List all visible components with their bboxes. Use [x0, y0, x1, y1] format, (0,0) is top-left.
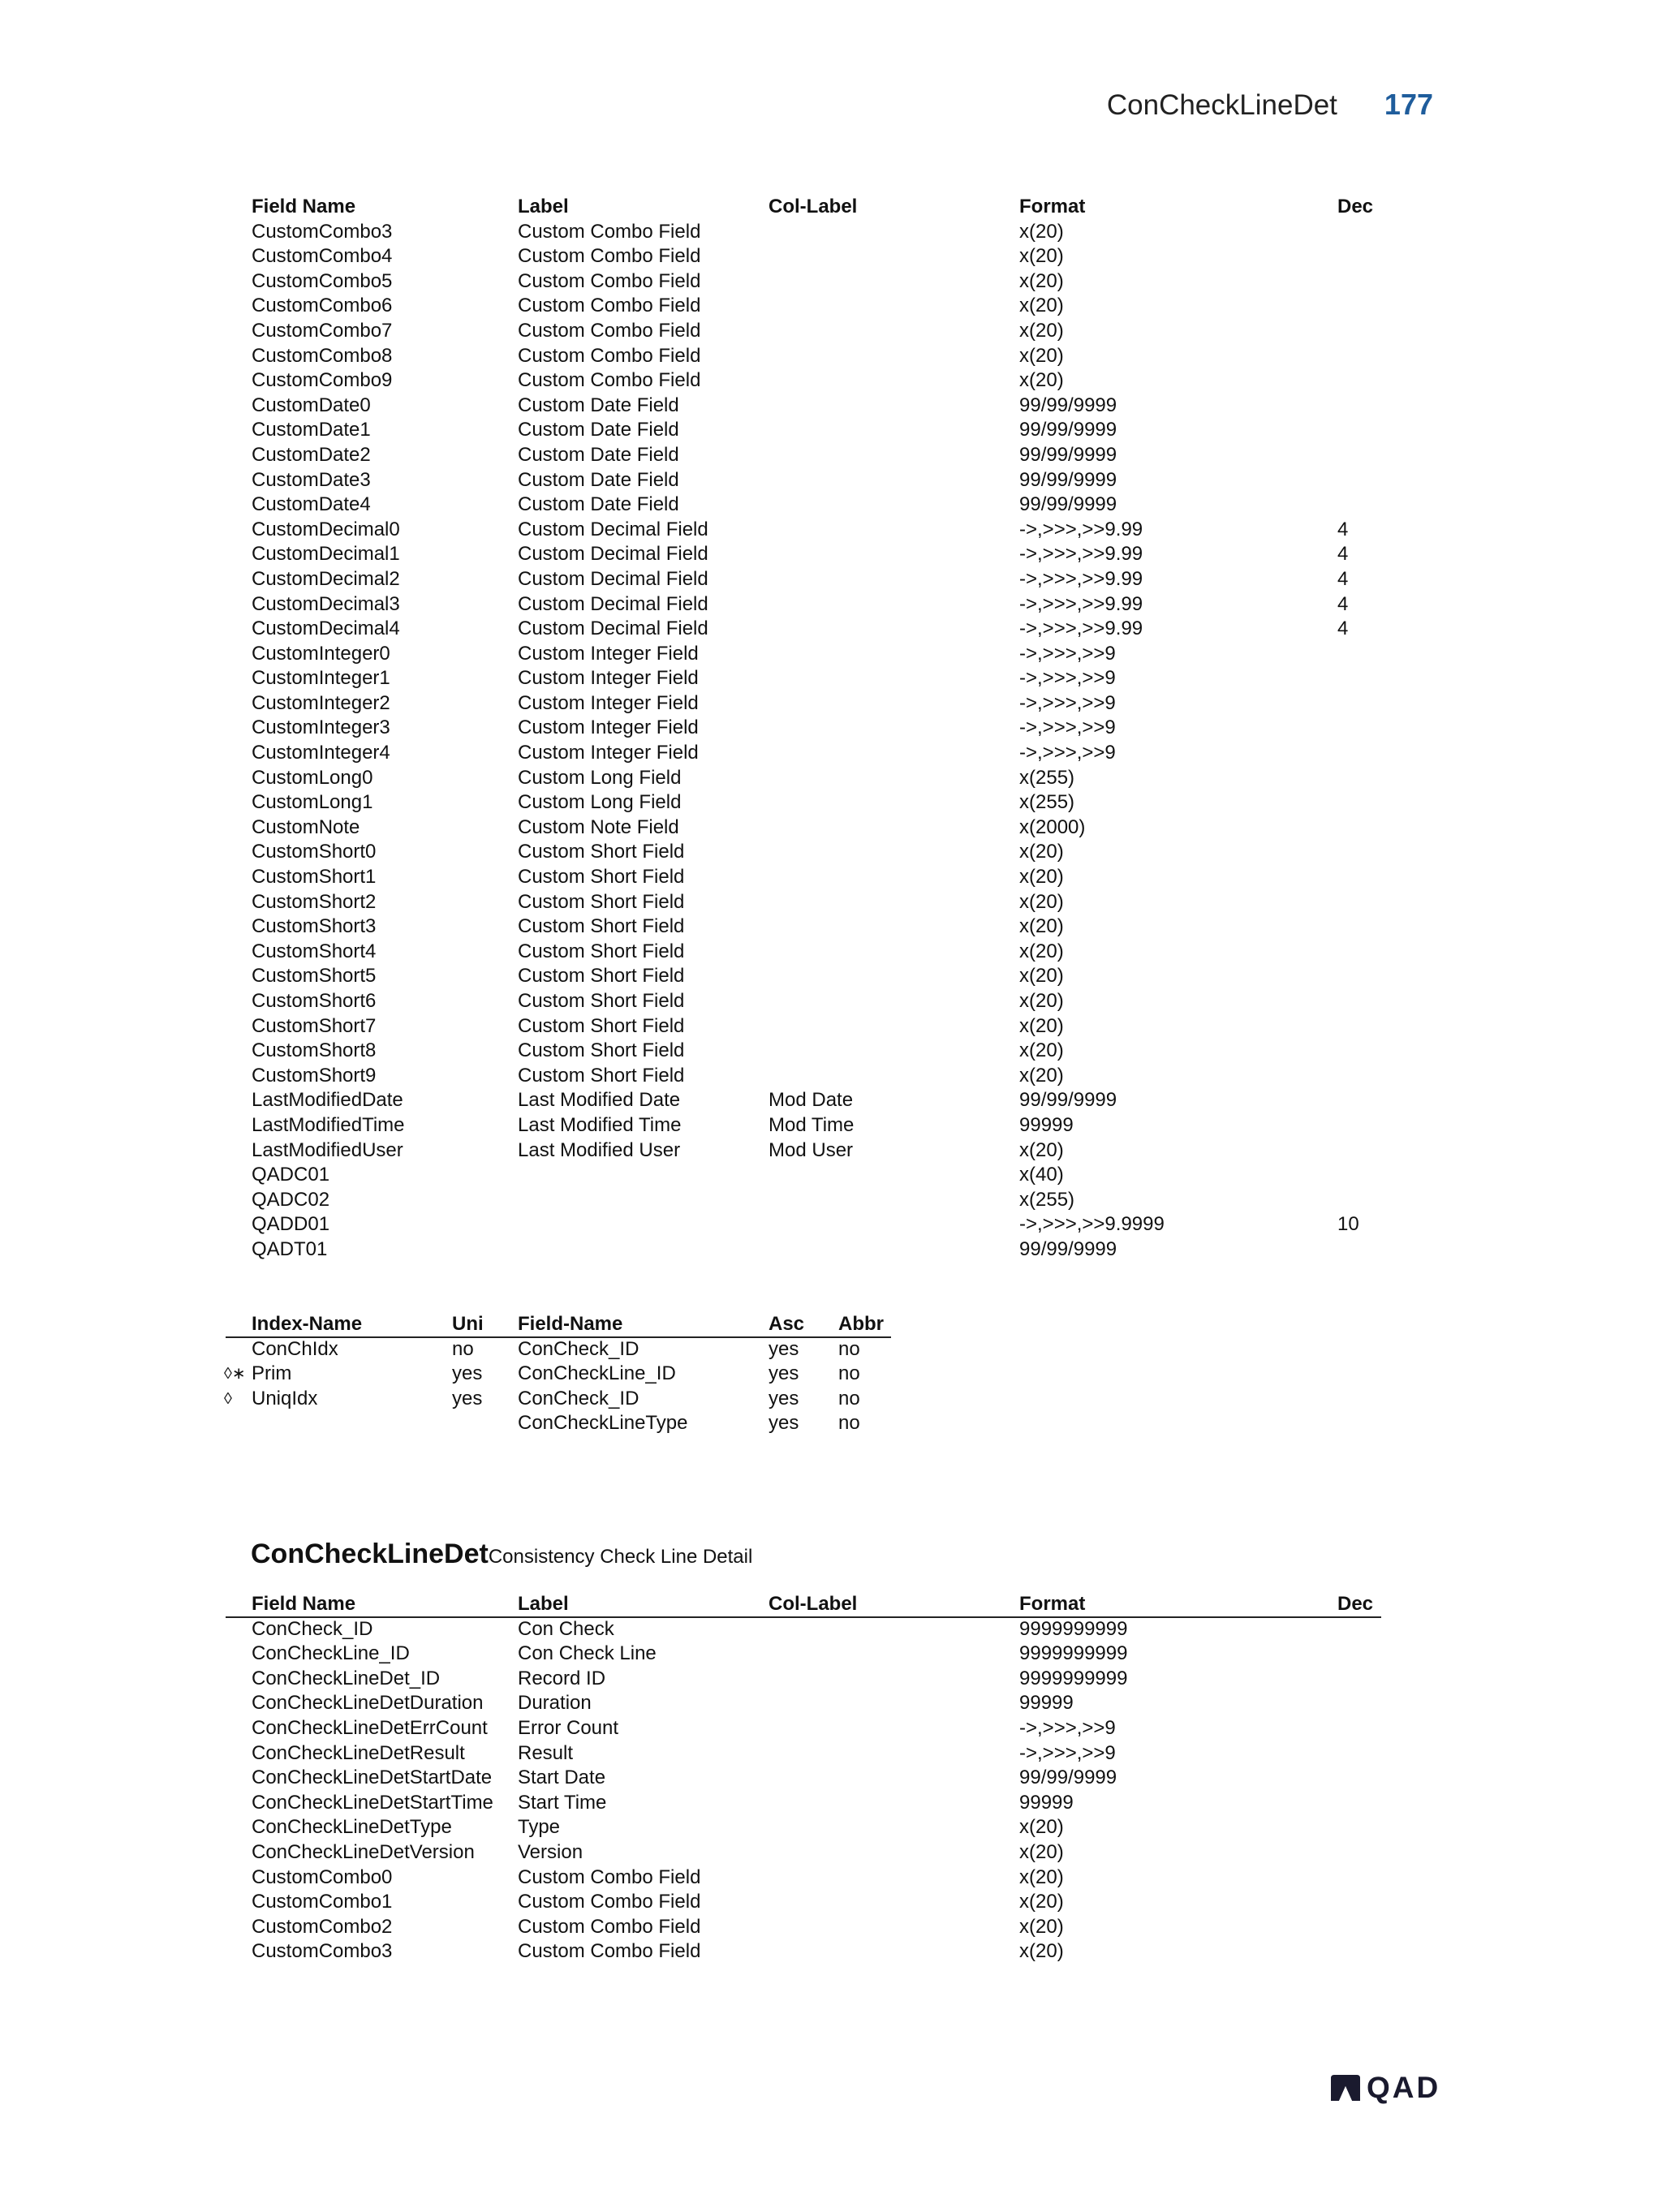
cell-dec: 4	[1337, 518, 1349, 540]
table-row	[0, 1113, 1662, 1138]
col-header-col-label: Col-Label	[769, 1593, 858, 1615]
cell-format: x(20)	[1019, 1064, 1064, 1087]
cell-format: ->,>>>,>>9.99	[1019, 518, 1143, 540]
cell-label: Start Date	[518, 1767, 606, 1789]
cell-format: 99/99/9999	[1019, 1089, 1117, 1112]
cell-field-name: CustomShort7	[252, 1014, 377, 1037]
cell-field-name: CustomCombo0	[252, 1866, 393, 1888]
table-row	[0, 1138, 1662, 1164]
cell-dec: 4	[1337, 543, 1349, 566]
cell-asc: yes	[769, 1337, 799, 1360]
cell-index-name: ConChIdx	[252, 1337, 338, 1360]
table-row	[0, 1815, 1662, 1840]
table-row	[0, 1939, 1662, 1965]
cell-field-name: CustomCombo3	[252, 1940, 393, 1963]
cell-field-name: CustomDate1	[252, 419, 371, 441]
cell-label: Custom Short Field	[518, 1039, 685, 1062]
table-row	[0, 468, 1662, 493]
cell-label: Error Count	[518, 1716, 619, 1739]
cell-label: Custom Combo Field	[518, 245, 701, 268]
cell-field-name: ConCheckLineType	[518, 1412, 688, 1435]
table-row	[0, 1212, 1662, 1237]
table-row	[0, 1766, 1662, 1791]
cell-label: Custom Decimal Field	[518, 592, 708, 615]
cell-field-name: CustomShort8	[252, 1039, 377, 1062]
cell-format: ->,>>>,>>9	[1019, 1716, 1116, 1739]
fields-table-header	[0, 195, 1662, 220]
cell-field-name: CustomCombo7	[252, 319, 393, 342]
cell-uni: yes	[452, 1387, 483, 1409]
table-row	[0, 1691, 1662, 1716]
cell-label: Custom Short Field	[518, 1014, 685, 1037]
cell-field-name: QADC02	[252, 1188, 330, 1211]
cell-label: Last Modified Date	[518, 1089, 681, 1112]
cell-format: x(20)	[1019, 915, 1064, 938]
cell-format: ->,>>>,>>9	[1019, 742, 1116, 764]
cell-format: ->,>>>,>>9	[1019, 691, 1116, 714]
cell-format: ->,>>>,>>9	[1019, 1741, 1116, 1764]
cell-field-name: CustomShort4	[252, 940, 377, 962]
cell-field-name: ConCheck_ID	[518, 1337, 639, 1360]
cell-label: Custom Combo Field	[518, 1891, 701, 1913]
cell-format: x(255)	[1019, 791, 1075, 814]
cell-format: ->,>>>,>>9	[1019, 667, 1116, 690]
page-title: ConCheckLineDet	[1106, 89, 1337, 121]
cell-field-name: CustomDecimal4	[252, 618, 400, 640]
cell-label: Start Time	[518, 1791, 607, 1814]
cell-field-name: CustomInteger2	[252, 691, 390, 714]
cell-format: x(20)	[1019, 319, 1064, 342]
col-header-dec: Dec	[1337, 196, 1374, 217]
cell-abbr: no	[838, 1387, 860, 1409]
cell-format: x(20)	[1019, 841, 1064, 863]
cell-format: x(20)	[1019, 990, 1064, 1012]
cell-field-name: CustomCombo4	[252, 245, 393, 268]
table-row	[0, 716, 1662, 741]
index-table-header	[0, 1312, 1662, 1337]
cell-index-marker: ◊∗	[224, 1365, 246, 1384]
cell-field-name: CustomShort2	[252, 890, 377, 913]
cell-label: Con Check Line	[518, 1642, 657, 1665]
cell-field-name: CustomCombo2	[252, 1915, 393, 1938]
cell-label: Version	[518, 1840, 583, 1863]
cell-dec: 4	[1337, 567, 1349, 590]
table-row	[0, 865, 1662, 890]
table-row	[0, 790, 1662, 816]
cell-format: 99/99/9999	[1019, 1237, 1117, 1260]
cell-field-name: CustomShort6	[252, 990, 377, 1012]
cell-uni: no	[452, 1337, 474, 1360]
cell-label: Last Modified Time	[518, 1113, 682, 1136]
fields-table-2	[0, 1592, 1662, 1965]
table-row	[0, 1642, 1662, 1667]
col-header-abbr: Abbr	[838, 1313, 884, 1335]
cell-format: x(20)	[1019, 295, 1064, 317]
table-row	[0, 741, 1662, 766]
col-header-index-name: Index-Name	[252, 1313, 363, 1335]
table-row	[0, 1039, 1662, 1064]
cell-index-name: Prim	[252, 1362, 292, 1385]
index-row	[0, 1387, 1662, 1412]
table-row	[0, 914, 1662, 940]
cell-field-name: LastModifiedDate	[252, 1089, 403, 1112]
cell-format: 99999	[1019, 1791, 1074, 1814]
cell-field-name: CustomCombo5	[252, 269, 393, 292]
cell-field-name: CustomCombo8	[252, 344, 393, 367]
cell-format: ->,>>>,>>9	[1019, 642, 1116, 665]
cell-col-label: Mod User	[769, 1138, 854, 1161]
cell-field-name: CustomCombo1	[252, 1891, 393, 1913]
cell-format: 9999999999	[1019, 1617, 1128, 1640]
cell-format: x(20)	[1019, 1039, 1064, 1062]
cell-index-name: UniqIdx	[252, 1387, 318, 1409]
table-row	[0, 1667, 1662, 1692]
cell-format: 9999999999	[1019, 1642, 1128, 1665]
cell-field-name: ConCheckLineDetVersion	[252, 1840, 475, 1863]
cell-field-name: CustomDate0	[252, 394, 371, 416]
cell-field-name: ConCheckLine_ID	[252, 1642, 410, 1665]
col-header-dec: Dec	[1337, 1593, 1374, 1615]
cell-label: Custom Integer Field	[518, 742, 699, 764]
table-row	[0, 1890, 1662, 1915]
cell-abbr: no	[838, 1412, 860, 1435]
cell-label: Custom Date Field	[518, 468, 679, 491]
cell-label: Custom Short Field	[518, 990, 685, 1012]
cell-label: Custom Long Field	[518, 791, 682, 814]
cell-asc: yes	[769, 1387, 799, 1409]
table-row	[0, 1064, 1662, 1089]
cell-label: Custom Combo Field	[518, 295, 701, 317]
cell-label: Custom Combo Field	[518, 319, 701, 342]
cell-field-name: CustomNote	[252, 816, 360, 838]
cell-label: Duration	[518, 1692, 592, 1715]
cell-format: x(2000)	[1019, 816, 1086, 838]
cell-col-label: Mod Date	[769, 1089, 854, 1112]
cell-format: x(20)	[1019, 866, 1064, 889]
cell-label: Custom Decimal Field	[518, 618, 708, 640]
col-header-asc: Asc	[769, 1313, 805, 1335]
cell-field-name: ConCheckLineDet_ID	[252, 1667, 441, 1689]
col-header-col-label: Col-Label	[769, 196, 858, 217]
cell-format: 99999	[1019, 1692, 1074, 1715]
cell-abbr: no	[838, 1362, 860, 1385]
cell-label: Record ID	[518, 1667, 606, 1689]
cell-label: Custom Note Field	[518, 816, 679, 838]
cell-field-name: CustomCombo3	[252, 220, 393, 243]
table-row	[0, 1915, 1662, 1940]
cell-dec: 4	[1337, 592, 1349, 615]
cell-label: Custom Date Field	[518, 419, 679, 441]
cell-label: Custom Short Field	[518, 940, 685, 962]
cell-format: x(20)	[1019, 1940, 1064, 1963]
col-header-uni: Uni	[452, 1313, 484, 1335]
cell-format: x(20)	[1019, 1915, 1064, 1938]
cell-format: 9999999999	[1019, 1667, 1128, 1689]
cell-format: ->,>>>,>>9.99	[1019, 543, 1143, 566]
cell-label: Custom Combo Field	[518, 1866, 701, 1888]
table-row	[0, 368, 1662, 394]
section-title	[251, 1539, 752, 1570]
cell-field-name: CustomDecimal1	[252, 543, 400, 566]
table-row	[0, 518, 1662, 543]
table-row	[0, 542, 1662, 567]
cell-label: Custom Combo Field	[518, 1940, 701, 1963]
table-row	[0, 840, 1662, 865]
cell-field-name: CustomCombo9	[252, 369, 393, 392]
cell-field-name: CustomInteger4	[252, 742, 390, 764]
cell-format: x(20)	[1019, 245, 1064, 268]
cell-format: x(20)	[1019, 369, 1064, 392]
col-header-field-name: Field Name	[252, 196, 356, 217]
cell-label: Custom Combo Field	[518, 369, 701, 392]
cell-field-name: CustomDecimal3	[252, 592, 400, 615]
table-row	[0, 1791, 1662, 1816]
table-row	[0, 1741, 1662, 1767]
cell-index-marker: ◊	[224, 1389, 232, 1408]
table-row	[0, 493, 1662, 518]
cell-field-name: CustomInteger3	[252, 717, 390, 739]
table-row	[0, 394, 1662, 419]
cell-dec: 10	[1337, 1213, 1359, 1236]
table-row	[0, 940, 1662, 965]
cell-dec: 4	[1337, 618, 1349, 640]
table-row	[0, 1088, 1662, 1113]
cell-field-name: CustomInteger1	[252, 667, 390, 690]
cell-format: x(20)	[1019, 1840, 1064, 1863]
cell-label: Custom Short Field	[518, 1064, 685, 1087]
cell-label: Custom Short Field	[518, 841, 685, 863]
cell-format: x(20)	[1019, 220, 1064, 243]
cell-field-name: LastModifiedUser	[252, 1138, 403, 1161]
cell-asc: yes	[769, 1362, 799, 1385]
cell-field-name: ConCheckLine_ID	[518, 1362, 676, 1385]
col-header-field-name: Field-Name	[518, 1313, 623, 1335]
cell-label: Custom Date Field	[518, 394, 679, 416]
cell-asc: yes	[769, 1412, 799, 1435]
index-row	[0, 1337, 1662, 1362]
index-table	[0, 1312, 1662, 1436]
cell-label: Result	[518, 1741, 574, 1764]
cell-label: Custom Integer Field	[518, 717, 699, 739]
cell-label: Custom Combo Field	[518, 220, 701, 243]
cell-label: Custom Date Field	[518, 493, 679, 516]
table-row	[0, 766, 1662, 791]
table-row	[0, 1866, 1662, 1891]
table-row	[0, 691, 1662, 717]
cell-format: ->,>>>,>>9.99	[1019, 592, 1143, 615]
cell-format: x(20)	[1019, 1891, 1064, 1913]
cell-field-name: ConCheckLineDetDuration	[252, 1692, 484, 1715]
table-row	[0, 294, 1662, 319]
cell-label: Custom Long Field	[518, 766, 682, 789]
page-header	[1107, 88, 1433, 122]
table-row	[0, 269, 1662, 295]
table-row	[0, 319, 1662, 344]
qad-logo-text: QAD	[1367, 2071, 1441, 2104]
cell-label: Custom Short Field	[518, 866, 685, 889]
cell-field-name: CustomInteger0	[252, 642, 390, 665]
cell-format: x(255)	[1019, 1188, 1075, 1211]
cell-label: Custom Date Field	[518, 443, 679, 466]
cell-abbr: no	[838, 1337, 860, 1360]
cell-field-name: CustomShort5	[252, 965, 377, 988]
section-description: Consistency Check Line Detail	[488, 1546, 753, 1568]
table-row	[0, 642, 1662, 667]
cell-format: 99/99/9999	[1019, 493, 1117, 516]
cell-format: 99999	[1019, 1113, 1074, 1136]
cell-format: 99/99/9999	[1019, 1767, 1117, 1789]
table-row	[0, 816, 1662, 841]
cell-label: Custom Integer Field	[518, 642, 699, 665]
cell-field-name: ConCheckLineDetStartTime	[252, 1791, 493, 1814]
table-row	[0, 1716, 1662, 1741]
index-row	[0, 1411, 1662, 1436]
cell-label: Custom Combo Field	[518, 269, 701, 292]
cell-format: ->,>>>,>>9.9999	[1019, 1213, 1165, 1236]
cell-field-name: ConCheckLineDetErrCount	[252, 1716, 488, 1739]
cell-field-name: ConCheckLineDetType	[252, 1816, 452, 1839]
cell-field-name: ConCheckLineDetResult	[252, 1741, 465, 1764]
table-row	[0, 964, 1662, 989]
cell-field-name: ConCheckLineDetStartDate	[252, 1767, 493, 1789]
cell-label: Custom Combo Field	[518, 344, 701, 367]
cell-format: x(20)	[1019, 1866, 1064, 1888]
cell-label: Custom Combo Field	[518, 1915, 701, 1938]
fields-table-header	[0, 1592, 1662, 1617]
fields-table-1	[0, 195, 1662, 1263]
cell-format: x(20)	[1019, 1138, 1064, 1161]
table-row	[0, 344, 1662, 369]
table-row	[0, 1237, 1662, 1263]
cell-field-name: QADC01	[252, 1164, 330, 1186]
table-row	[0, 1163, 1662, 1188]
cell-format: x(20)	[1019, 890, 1064, 913]
cell-field-name: LastModifiedTime	[252, 1113, 405, 1136]
cell-col-label: Mod Time	[769, 1113, 855, 1136]
page-number: 177	[1384, 88, 1433, 121]
cell-format: x(20)	[1019, 1014, 1064, 1037]
qad-logo-mark-icon	[1329, 2073, 1362, 2102]
cell-label: Custom Integer Field	[518, 667, 699, 690]
cell-field-name: CustomShort1	[252, 866, 377, 889]
col-header-label: Label	[518, 196, 569, 217]
cell-format: x(40)	[1019, 1164, 1064, 1186]
section-table-name: ConCheckLineDet	[251, 1539, 489, 1569]
cell-field-name: CustomDate3	[252, 468, 371, 491]
cell-field-name: CustomDate2	[252, 443, 371, 466]
cell-label: Custom Decimal Field	[518, 518, 708, 540]
cell-uni: yes	[452, 1362, 483, 1385]
cell-field-name: CustomCombo6	[252, 295, 393, 317]
table-row	[0, 1014, 1662, 1039]
qad-logo	[1329, 2071, 1440, 2105]
cell-format: ->,>>>,>>9.99	[1019, 567, 1143, 590]
cell-label: Con Check	[518, 1617, 614, 1640]
table-row	[0, 890, 1662, 915]
cell-format: 99/99/9999	[1019, 468, 1117, 491]
cell-label: Last Modified User	[518, 1138, 681, 1161]
cell-label: Custom Decimal Field	[518, 543, 708, 566]
cell-format: x(255)	[1019, 766, 1075, 789]
col-header-format: Format	[1019, 196, 1086, 217]
cell-field-name: CustomLong0	[252, 766, 373, 789]
cell-format: x(20)	[1019, 1816, 1064, 1839]
cell-format: 99/99/9999	[1019, 443, 1117, 466]
cell-format: x(20)	[1019, 269, 1064, 292]
cell-label: Custom Short Field	[518, 915, 685, 938]
cell-field-name: CustomDecimal2	[252, 567, 400, 590]
col-header-format: Format	[1019, 1593, 1086, 1615]
cell-label: Custom Decimal Field	[518, 567, 708, 590]
cell-label: Custom Integer Field	[518, 691, 699, 714]
table-row	[0, 1840, 1662, 1866]
cell-format: x(20)	[1019, 965, 1064, 988]
col-header-label: Label	[518, 1593, 569, 1615]
table-row	[0, 443, 1662, 468]
cell-field-name: CustomShort0	[252, 841, 377, 863]
cell-field-name: QADT01	[252, 1237, 328, 1260]
col-header-field-name: Field Name	[252, 1593, 356, 1615]
cell-format: x(20)	[1019, 344, 1064, 367]
cell-field-name: CustomShort3	[252, 915, 377, 938]
cell-format: ->,>>>,>>9.99	[1019, 618, 1143, 640]
cell-format: 99/99/9999	[1019, 419, 1117, 441]
cell-field-name: CustomDecimal0	[252, 518, 400, 540]
cell-field-name: CustomDate4	[252, 493, 371, 516]
table-row	[0, 418, 1662, 443]
table-row	[0, 244, 1662, 269]
cell-label: Custom Short Field	[518, 890, 685, 913]
index-row	[0, 1362, 1662, 1387]
table-row	[0, 1188, 1662, 1213]
cell-field-name: ConCheck_ID	[518, 1387, 639, 1409]
cell-field-name: ConCheck_ID	[252, 1617, 373, 1640]
table-row	[0, 220, 1662, 245]
cell-field-name: QADD01	[252, 1213, 330, 1236]
cell-label: Custom Short Field	[518, 965, 685, 988]
table-row	[0, 1617, 1662, 1642]
table-row	[0, 567, 1662, 592]
table-row	[0, 989, 1662, 1014]
cell-format: 99/99/9999	[1019, 394, 1117, 416]
table-row	[0, 617, 1662, 642]
cell-format: x(20)	[1019, 940, 1064, 962]
cell-format: ->,>>>,>>9	[1019, 717, 1116, 739]
cell-label: Type	[518, 1816, 561, 1839]
table-row	[0, 592, 1662, 618]
table-row	[0, 666, 1662, 691]
cell-field-name: CustomLong1	[252, 791, 373, 814]
cell-field-name: CustomShort9	[252, 1064, 377, 1087]
